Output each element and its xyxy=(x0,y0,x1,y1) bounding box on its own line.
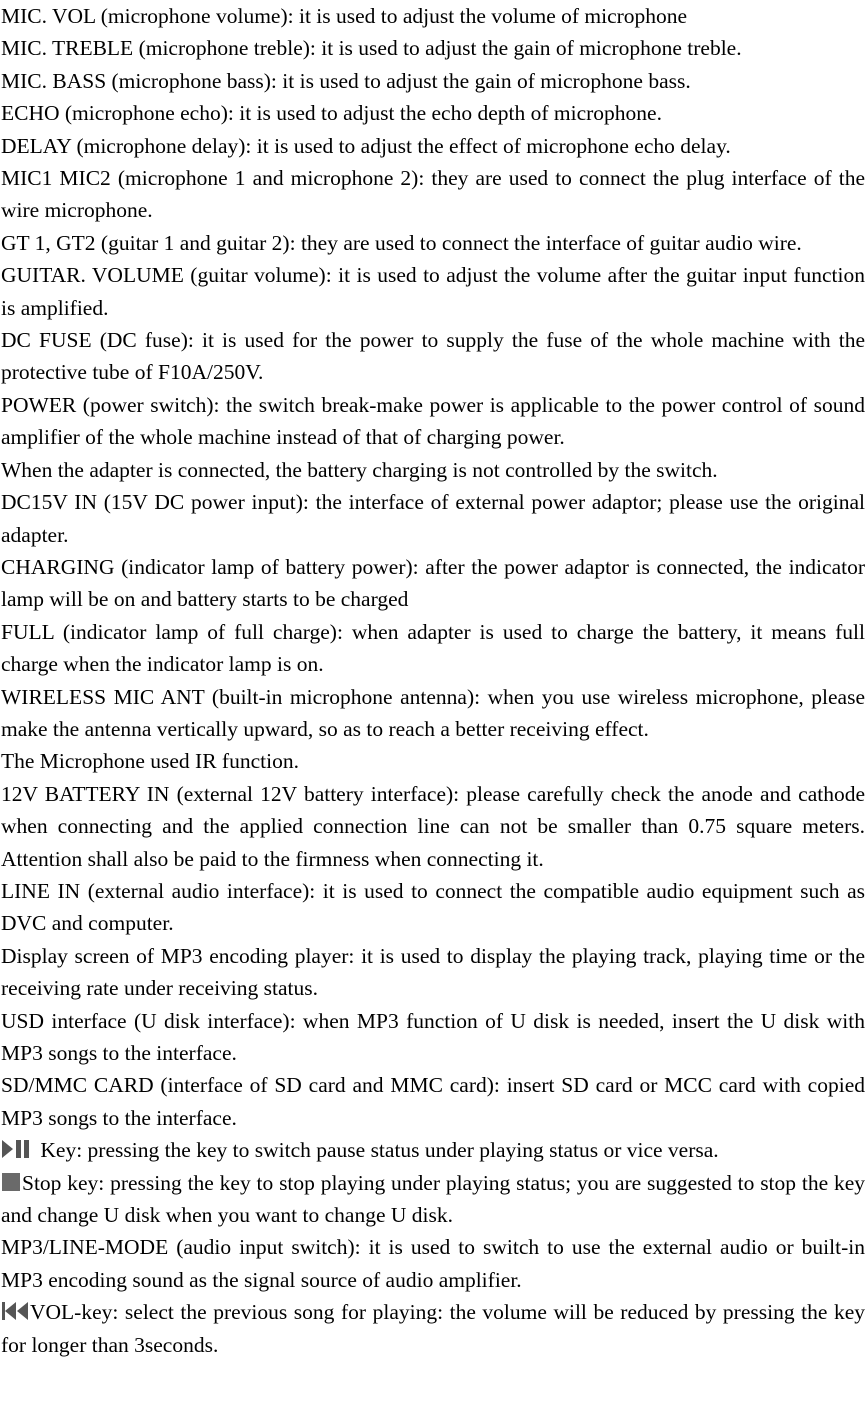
para-stop-key xyxy=(1,1167,865,1232)
para-full: FULL (indicator lamp of full charge): when adapter is used to charge the battery, it means full charge when the indicator lamp is on. xyxy=(1,619,865,677)
para-delay: DELAY (microphone delay): it is used to adjust the effect of microphone echo delay. xyxy=(1,133,731,158)
para-dc-fuse: DC FUSE (DC fuse): it is used for the power to supply the fuse of the whole machine with the protective tube of F10A/250V. xyxy=(1,328,865,385)
previous-track-icon xyxy=(1,1301,29,1321)
para-ir-function: The Microphone used IR function. xyxy=(1,749,299,774)
para-usd-interface: USD interface (U disk interface): when MP3 function of U disk is needed, insert the U disk with MP3 songs to the interface. xyxy=(1,1008,865,1065)
para-wireless-mic-ant: WIRELESS MIC ANT (built-in microphone antenna): when you use wireless microphone, please make the antenna vertically upward, so as to reach a better receiving effect. xyxy=(1,684,865,741)
para-mp3-line-mode: MP3/LINE-MODE (audio input switch): it is used to switch to use the external audio or built-in MP3 encoding sound as the signal source of audio amplifier. xyxy=(1,1235,865,1292)
para-play-pause-key xyxy=(1,1134,865,1166)
para-mic-treble: MIC. TREBLE (microphone treble): it is used to adjust the gain of microphone treble. xyxy=(1,36,742,61)
stop-icon xyxy=(1,1172,21,1192)
stop-text: Stop key: pressing the key to stop playing under playing status; you are suggested to stop the key and change U disk when you want to change U disk. xyxy=(1,1170,865,1228)
para-mic1-mic2: MIC1 MIC2 (microphone 1 and microphone 2): they are used to connect the plug interface of the wire microphone. xyxy=(1,166,865,223)
para-power: POWER (power switch): the switch break-make power is applicable to the power control of sound amplifier of the whole machine instead of that of charging power. xyxy=(1,392,865,450)
para-guitar-volume: GUITAR. VOLUME (guitar volume): it is used to adjust the volume after the guitar input function is amplified. xyxy=(1,263,865,320)
play-pause-icon xyxy=(1,1139,31,1159)
para-gt1-gt2: GT 1, GT2 (guitar 1 and guitar 2): they are used to connect the interface of guitar audio wire. xyxy=(1,230,802,255)
para-dc15v-in: DC15V IN (15V DC power input): the interface of external power adaptor; please use the original adapter. xyxy=(1,490,865,547)
para-line-in: LINE IN (external audio interface): it is used to connect the compatible audio equipment such as DVC and computer. xyxy=(1,878,865,936)
para-adapter: When the adapter is connected, the battery charging is not controlled by the switch. xyxy=(1,457,718,482)
para-display-screen: Display screen of MP3 encoding player: it is used to display the playing track, playing time or the receiving rate under receiving status. xyxy=(1,943,865,1001)
para-12v-battery-in: 12V BATTERY IN (external 12V battery interface): please carefully check the anode and cathode when connecting and the applied connection line can not be smaller than 0.75 square meters. Attention shall also be paid to the firmness when connecting it. xyxy=(1,781,865,871)
para-mic-bass: MIC. BASS (microphone bass): it is used to adjust the gain of microphone bass. xyxy=(1,68,691,93)
para-echo: ECHO (microphone echo): it is used to adjust the echo depth of microphone. xyxy=(1,101,662,126)
para-charging: CHARGING (indicator lamp of battery power): after the power adaptor is connected, the indicator lamp will be on and battery starts to be charged xyxy=(1,554,865,612)
vol-key-text: VOL-key: select the previous song for playing: the volume will be reduced by pressing the key for longer than 3seconds. xyxy=(1,1300,865,1357)
para-vol-key xyxy=(1,1296,865,1361)
para-mic-vol: MIC. VOL (microphone volume): it is used to adjust the volume of microphone xyxy=(1,4,688,28)
play-pause-text: Key: pressing the key to switch pause status under playing status or vice versa. xyxy=(35,1138,719,1163)
para-sd-mmc-card: SD/MMC CARD (interface of SD card and MMC card): insert SD card or MCC card with copied MP3 songs to the interface. xyxy=(1,1073,865,1130)
